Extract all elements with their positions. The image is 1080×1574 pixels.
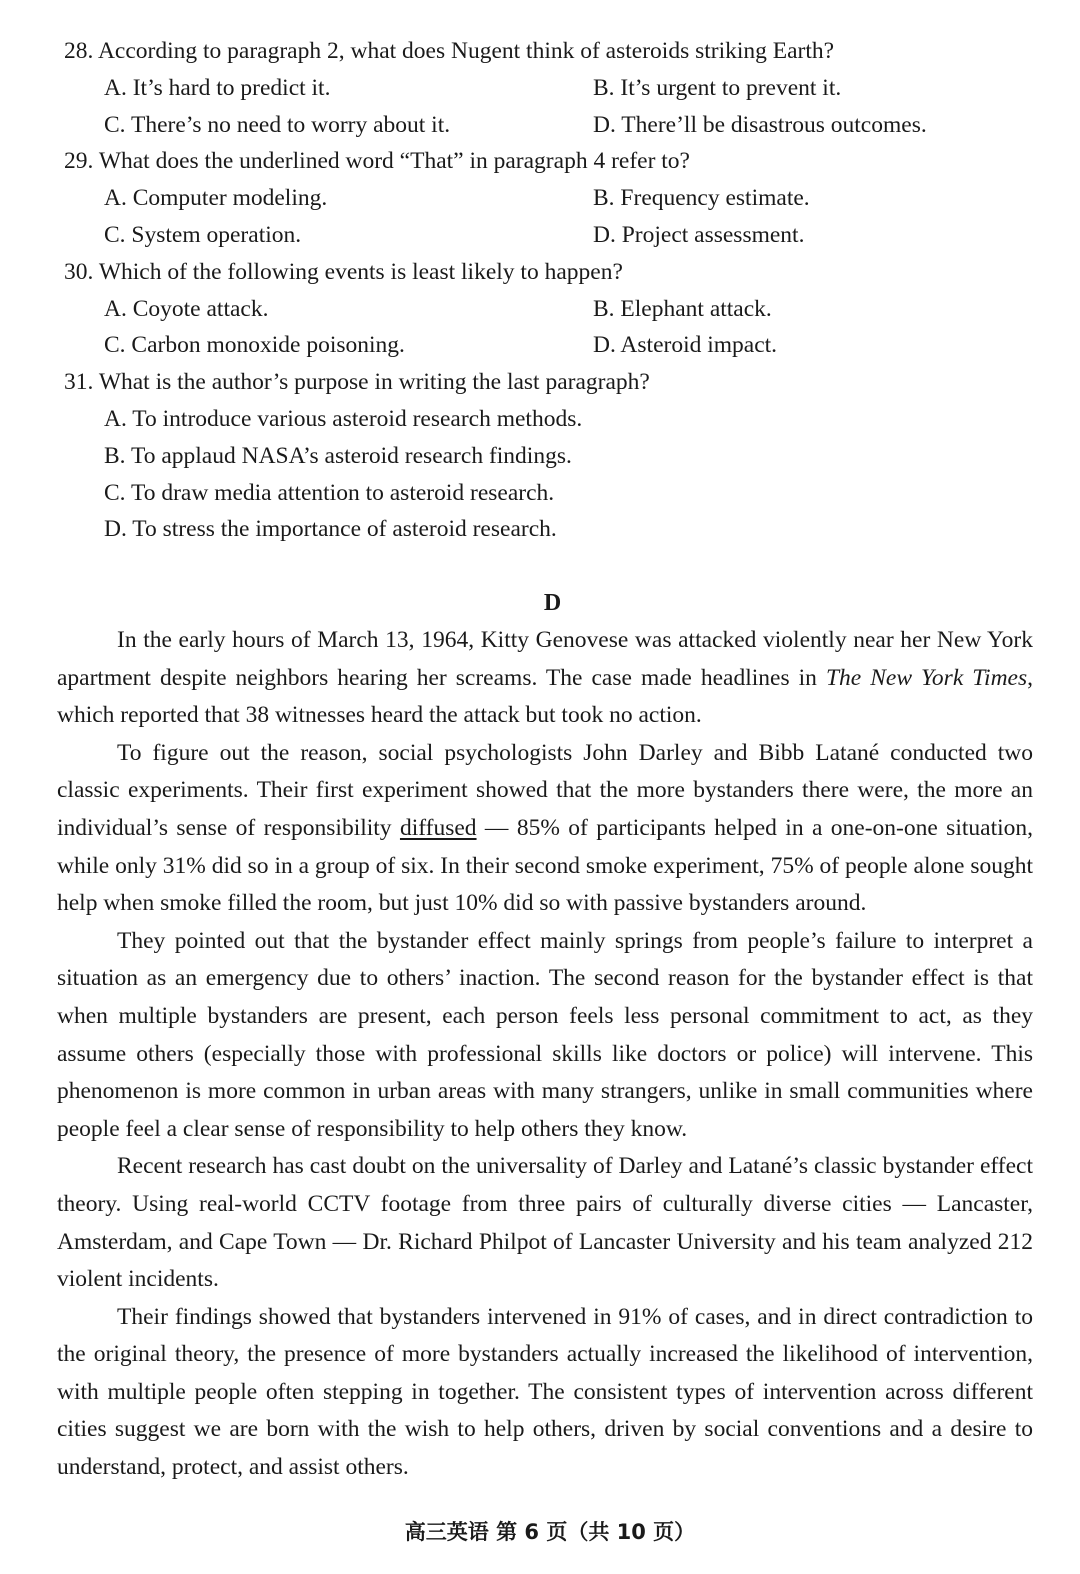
- underlined-word: diffused: [399, 814, 477, 841]
- passage-paragraph-1: [57, 622, 1033, 735]
- section-heading: D: [543, 590, 562, 616]
- question-31-option-b: B. To applaud NASA’s asteroid research findings.: [104, 442, 572, 469]
- question-list: [64, 33, 1024, 548]
- question-31-option-a: A. To introduce various asteroid research methods.: [104, 405, 583, 432]
- question-28-option-b: B. It’s urgent to prevent it.: [593, 74, 842, 101]
- paragraph-2-text-end: — 85% of participants helped in a one-on-one situation, while only 31% did so in a group of six. In their second smoke experiment, 75% of people alone sought help when smoke filled the room, but just 10% did so with passive bystanders around.: [57, 814, 1033, 917]
- question-28-stem: 28. According to paragraph 2, what does Nugent think of asteroids striking Earth?: [64, 38, 835, 64]
- question-29-option-d: D. Project assessment.: [593, 221, 805, 248]
- question-31-option-c: C. To draw media attention to asteroid research.: [104, 479, 555, 506]
- question-29-stem: 29. What does the underlined word “That” in paragraph 4 refer to?: [64, 148, 690, 175]
- question-31-option-d: D. To stress the importance of asteroid research.: [104, 516, 557, 543]
- question-30-stem: 30. Which of the following events is least likely to happen?: [64, 258, 623, 285]
- newspaper-title: The New York Times: [825, 664, 1028, 691]
- question-28-options-row-2: [64, 107, 1024, 144]
- question-28-options-row-1: [64, 70, 1024, 107]
- paragraph-1-text-end: , which reported that 38 witnesses heard the attack but took no action.: [57, 664, 1033, 729]
- question-31-stem: 31. What is the author’s purpose in writing the last paragraph?: [64, 369, 650, 396]
- question-30-options-row-2: [64, 327, 1024, 364]
- page-footer: 高三英语 第 6 页（共 10 页）: [404, 1520, 696, 1544]
- question-28-option-c: C. There’s no need to worry about it.: [104, 111, 451, 138]
- paragraph-2-text-start: To figure out the reason, social psychologists John Darley and Bibb Latané conducted two classic experiments. Their first experiment showed that the more bystanders there were, the more an individual’s sense of responsibility: [57, 739, 1033, 841]
- question-28-option-d: D. There’ll be disastrous outcomes.: [593, 111, 927, 138]
- passage-paragraph-3: They pointed out that the bystander effect mainly springs from people’s failure to interpret a situation as an emergency due to others’ inaction. The second reason for the bystander effect is that when multiple bystanders are present, each person feels less personal commitment to act, as they assume others (especially those with professional skills like doctors or police) will intervene. This phenomenon is more common in urban areas with many strangers, unlike in small communities where people feel a clear sense of responsibility to help others they know.: [57, 927, 1033, 1142]
- reading-passage: [57, 622, 1033, 1487]
- question-30-options-row-1: [64, 291, 1024, 328]
- passage-paragraph-4: Recent research has cast doubt on the universality of Darley and Latané’s classic bystander effect theory. Using real-world CCTV footage from three pairs of culturally diverse cities — Lancaster, Amsterdam, and Cape Town — Dr. Richard Philpot of Lancaster University and his team analyzed 212 violent incidents.: [57, 1153, 1033, 1293]
- question-30-option-d: D. Asteroid impact.: [593, 332, 778, 359]
- question-29-option-c: C. System operation.: [104, 221, 302, 248]
- question-30-option-c: C. Carbon monoxide poisoning.: [104, 332, 405, 359]
- question-30-option-a: A. Coyote attack.: [104, 295, 269, 322]
- question-28-option-a: A. It’s hard to predict it.: [104, 74, 331, 101]
- question-30-option-b: B. Elephant attack.: [593, 295, 772, 322]
- passage-paragraph-5: Their findings showed that bystanders intervened in 91% of cases, and in direct contradiction to the original theory, the presence of more bystanders actually increased the likelihood of intervention, with multiple people often stepping in together. The consistent types of intervention across different cities suggest we are born with the wish to help others, driven by social conventions and a desire to understand, protect, and assist others.: [57, 1303, 1033, 1481]
- question-29-options-row-2: [64, 217, 1024, 254]
- question-29-option-a: A. Computer modeling.: [104, 185, 328, 212]
- question-29-options-row-1: [64, 180, 1024, 217]
- passage-paragraph-2: [57, 735, 1033, 923]
- paragraph-1-text-start: In the early hours of March 13, 1964, Kitty Genovese was attacked violently near her New York apartment despite neighbors hearing her screams. The case made headlines in: [57, 627, 1033, 691]
- question-29-option-b: B. Frequency estimate.: [593, 185, 810, 212]
